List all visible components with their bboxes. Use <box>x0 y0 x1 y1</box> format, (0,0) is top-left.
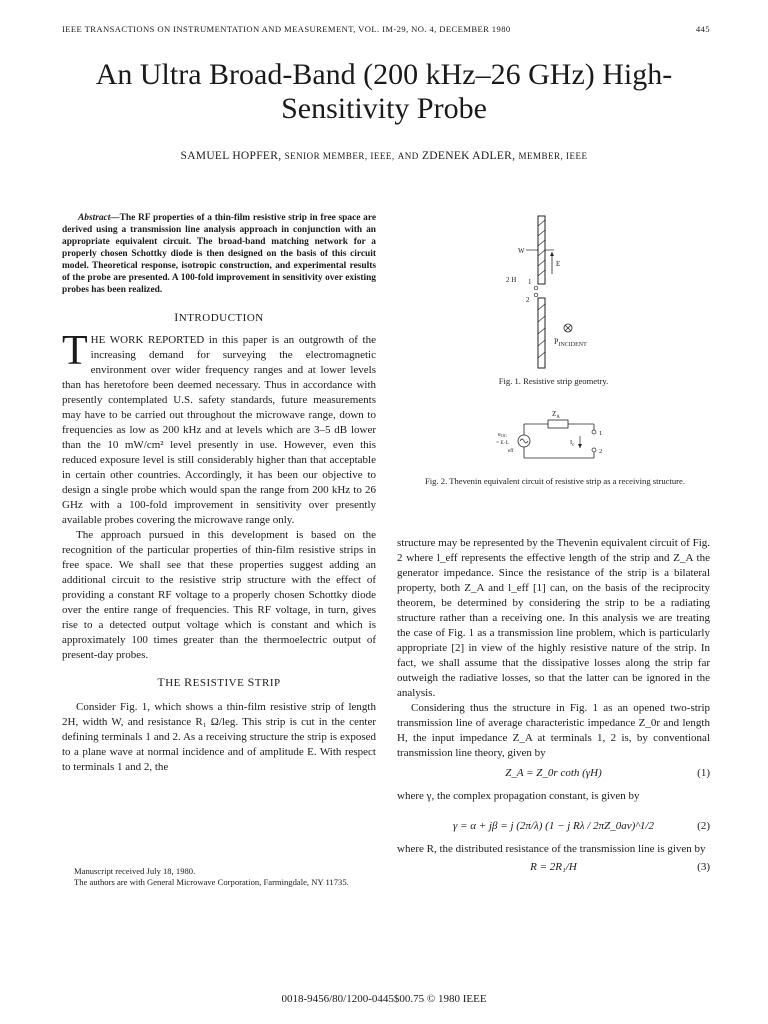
introduction-paragraph-2: The approach pursued in this development is based on the recognition of the particular properties of thin-film resistive strips in free space. We shall see that these properties suggest adding an additional circuit to the resistive strip structure with the effect of providing a constant RF voltage to a properly chosen Schottky diode over the entire range of frequencies. This RF voltage, in turn, gives rise to a detected output voltage which is constant and which is approximately 100 times greater than the thermoelectric output of present-day probes. <box>62 529 376 661</box>
journal-line: IEEE TRANSACTIONS ON INSTRUMENTATION AND MEASUREMENT, VOL. IM-29, NO. 4, DECEMBER 1980 <box>62 24 511 34</box>
paper-title <box>40 58 728 126</box>
author-1: SAMUEL HOPFER, <box>180 150 282 162</box>
abstract <box>62 212 376 296</box>
fig1-label-terminal-1: 1 <box>528 278 532 286</box>
author-line <box>40 150 728 162</box>
fig2-label-terminal-1: 1 <box>599 430 603 437</box>
figure-1-caption: Fig. 1. Resistive strip geometry. <box>498 376 609 386</box>
abstract-label: Abstract— <box>78 213 120 223</box>
right-paragraph-2: Considering thus the structure in Fig. 1 as an opened two-strip transmission line of average characteristic impedance Z_0r and length H, the input impedance Z_A at terminals 1, 2 is, by conventional transmission line theory, given by <box>397 702 710 759</box>
fig2-label-eff: eff <box>508 449 514 454</box>
footnote-affiliation: The authors are with General Microwave Corporation, Farmingdale, NY 11735. <box>74 877 349 887</box>
page-number: 445 <box>695 24 710 34</box>
author-and: AND <box>397 151 419 161</box>
author-2: ZDENEK ADLER, <box>421 150 516 162</box>
fig1-label-terminal-2: 2 <box>526 296 530 304</box>
resistive-strip-paragraph: Consider Fig. 1, which shows a thin-film resistive strip of length 2H, width W, and resistance R₁ Ω/leg. This strip is cut in the center defining terminals 1 and 2. As a receiving structure the strip is exposed to a plane wave at normal incidence and of amplitude E. With respect to terminals 1 and 2, the <box>62 701 376 773</box>
figure-1 <box>470 212 630 372</box>
footnotes <box>62 866 376 888</box>
right-paragraph-1: structure may be represented by the Thevenin equivalent circuit of Fig. 2 where l_eff represents the effective length of the strip and Z_A the generator impedance. Since the resistance of the strip is a bilateral property, both Z_A and l_eff [1] can, on the basis of the reciprocity theorem, be determined by considering the strip to be a radiating structure rather than a receiving one. In this analysis we are treating the case of Fig. 1 as a transmission line problem, which is particularly appropriate [2] in view of the highly resistive nature of the strip. In fact, we shall assume that the dissipative losses along the strip far outweigh the radiative losses, so that the latter can be ignored in the analysis. <box>397 537 710 699</box>
fig2-label-terminal-2: 2 <box>599 448 603 455</box>
fig1-label-2h: 2 H <box>506 276 517 284</box>
fig2-label-eoc-eq: = E·L <box>496 440 510 446</box>
introduction-paragraph-1: THE WORK REPORTED in this paper is an outgrowth of the increasing demand for surveying the electromagnetic environment over wider frequency ranges and at lower levels than has heretofore been deemed necessary. Thus in accordance with presently contemplated U.S. safety standards, future measurements may have to be carried out throughout the microwave range, down to frequencies as low as 200 kHz and at levels which are 3–5 dB lower than the 10 mW/cm² level presently in use. However, even this reduced exposure level is still considerably higher than that acceptable in certain other countries. Accordingly, it has been our objective to design a single probe which would span the range from 200 kHz to 26 GHz with a 100-fold improvement in sensitivity over presently available probes covering the microwave range only. <box>62 328 376 526</box>
left-column <box>62 212 376 775</box>
title-line-2: Sensitivity Probe <box>281 92 487 125</box>
equation-3: R = 2R₁/H (3) <box>530 861 710 873</box>
right-paragraph-4: where R, the distributed resistance of the transmission line is given by <box>397 843 706 855</box>
fig1-label-incident: $P_{INCIDENT}$ <box>554 337 587 348</box>
running-head <box>62 24 710 34</box>
footnote-received: Manuscript received July 18, 1980. <box>74 866 196 876</box>
abstract-text: The RF properties of a thin-film resistive strip in free space are derived using a transmission line analysis approach in conjunction with an appropriate equivalent circuit. The broad-band matching network for a properly chosen Schottky diode is then designed on the basis of this circuit model. Theoretical response, isotropic construction, and experimental results of the probe are presented. A 100-fold improvement in sensitivity over existing probes has been realized. <box>62 213 376 295</box>
introduction-heading: INTRODUCTION <box>174 310 264 324</box>
fig2-label-ic: $I_c$ <box>570 439 575 448</box>
equation-2: γ = α + jβ = j (2π/λ) (1 − j Rλ / 2πZ_0av)^1/2 (2) <box>453 820 710 832</box>
fig2-label-za: $Z_A$ <box>552 410 560 420</box>
author-1-role: SENIOR MEMBER, IEEE, <box>284 151 395 161</box>
fig1-label-w: W <box>518 247 525 255</box>
right-paragraph-3: where γ, the complex propagation constant, is given by <box>397 790 640 802</box>
figure-1-drawing <box>470 212 630 372</box>
equation-2-number: (2) <box>697 820 710 832</box>
equation-1-number: (1) <box>697 767 710 779</box>
figure-2-drawing <box>496 404 616 468</box>
author-2-role: MEMBER, IEEE <box>518 151 588 161</box>
right-column <box>397 536 710 883</box>
copyright-footer: 0018-9456/80/1200-0445$00.75 © 1980 IEEE <box>281 993 487 1005</box>
fig1-label-e: E <box>556 260 561 268</box>
title-line-1: An Ultra Broad-Band (200 kHz–26 GHz) High- <box>95 58 673 91</box>
drop-cap: T <box>62 328 88 374</box>
fig2-label-eoc: eOC <box>498 432 507 438</box>
equation-1: Z_A = Z_0r coth (γH) (1) <box>505 767 710 779</box>
equation-3-number: (3) <box>697 861 710 873</box>
resistive-strip-heading: THE RESISTIVE STRIP <box>157 675 281 689</box>
figure-2-caption: Fig. 2. Thevenin equivalent circuit of resistive strip as a receiving structure. <box>425 476 685 486</box>
figure-2 <box>496 404 616 468</box>
